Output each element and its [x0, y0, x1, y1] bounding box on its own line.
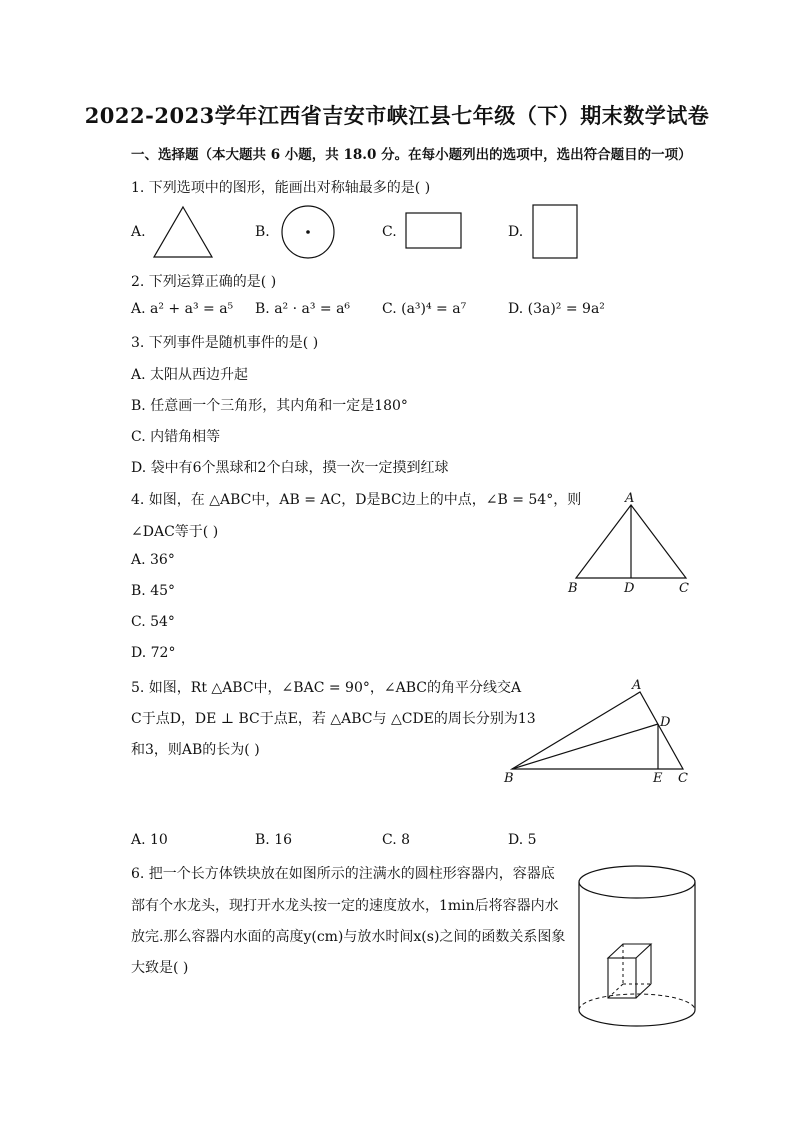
question-4-stem-line-2: ∠DAC等于( )	[131, 524, 219, 540]
q4-option-d[interactable]: D. 72°	[131, 645, 176, 661]
question-2-stem: 2. 下列运算正确的是( )	[131, 274, 277, 290]
question-6-stem-line-4: 大致是( )	[131, 960, 189, 976]
q1-circle-figure	[280, 204, 336, 260]
section-heading: 一、选择题（本大题共 6 小题，共 18.0 分。在每小题列出的选项中，选出符合题目的一项）	[131, 147, 692, 163]
q6-cylinder-container-diagram	[575, 860, 699, 1040]
q1-rectangle-figure	[405, 212, 463, 250]
q4-option-a[interactable]: A. 36°	[131, 552, 175, 568]
q1-option-b[interactable]: B.	[255, 224, 270, 240]
question-4-stem-line-1: 4. 如图，在 △ABC中，AB = AC，D是BC边上的中点，∠B = 54°，则	[131, 492, 582, 508]
q2-option-a[interactable]: A. a² + a³ = a⁵	[131, 301, 234, 317]
question-1-stem: 1. 下列选项中的图形，能画出对称轴最多的是( )	[131, 180, 431, 196]
page-title: 2022-2023学年江西省吉安市峡江县七年级（下）期末数学试卷	[84, 103, 710, 128]
question-5-stem-line-3: 和3，则AB的长为( )	[131, 742, 260, 758]
q5-option-c[interactable]: C. 8	[382, 832, 411, 848]
q1-option-d[interactable]: D.	[508, 224, 524, 240]
q5-label-e: E	[653, 771, 663, 786]
q5-option-a[interactable]: A. 10	[131, 832, 168, 848]
question-3-stem: 3. 下列事件是随机事件的是( )	[131, 335, 319, 351]
question-6-stem-line-1: 6. 把一个长方体铁块放在如图所示的注满水的圆柱形容器内，容器底	[131, 866, 555, 882]
q1-option-c[interactable]: C.	[382, 224, 397, 240]
q4-label-a: A	[625, 491, 635, 506]
question-5-stem-line-1: 5. 如图，Rt △ABC中，∠BAC = 90°，∠ABC的角平分线交A	[131, 680, 522, 696]
q5-right-triangle-diagram	[500, 674, 700, 794]
q3-option-a[interactable]: A. 太阳从西边升起	[131, 367, 249, 383]
q5-label-d: D	[660, 715, 671, 730]
q4-label-b: B	[568, 581, 578, 596]
q2-option-d[interactable]: D. (3a)² = 9a²	[508, 301, 605, 317]
q1-option-a[interactable]: A.	[131, 224, 146, 240]
q4-label-c: C	[679, 581, 689, 596]
q5-label-b: B	[504, 771, 514, 786]
q4-option-c[interactable]: C. 54°	[131, 614, 175, 630]
q5-label-a: A	[632, 678, 642, 693]
q1-square-figure	[532, 204, 580, 260]
question-6-stem-line-2: 部有个水龙头，现打开水龙头按一定的速度放水，1min后将容器内水	[131, 898, 559, 914]
q4-option-b[interactable]: B. 45°	[131, 583, 176, 599]
question-5-stem-line-2: C于点D，DE ⊥ BC于点E，若 △ABC与 △CDE的周长分别为13	[131, 711, 536, 727]
q3-option-c[interactable]: C. 内错角相等	[131, 429, 221, 445]
q4-triangle-diagram	[560, 488, 700, 598]
q3-option-b[interactable]: B. 任意画一个三角形，其内角和一定是180°	[131, 398, 408, 414]
q5-option-d[interactable]: D. 5	[508, 832, 537, 848]
q5-option-b[interactable]: B. 16	[255, 832, 293, 848]
question-6-stem-line-3: 放完.那么容器内水面的高度y(cm)与放水时间x(s)之间的函数关系图象	[131, 929, 566, 945]
q3-option-d[interactable]: D. 袋中有6个黑球和2个白球，摸一次一定摸到红球	[131, 460, 449, 476]
q2-option-b[interactable]: B. a² · a³ = a⁶	[255, 301, 351, 317]
q1-triangle-figure	[152, 205, 214, 259]
q5-label-c: C	[678, 771, 688, 786]
q2-option-c[interactable]: C. (a³)⁴ = a⁷	[382, 301, 467, 317]
q4-label-d: D	[624, 581, 635, 596]
